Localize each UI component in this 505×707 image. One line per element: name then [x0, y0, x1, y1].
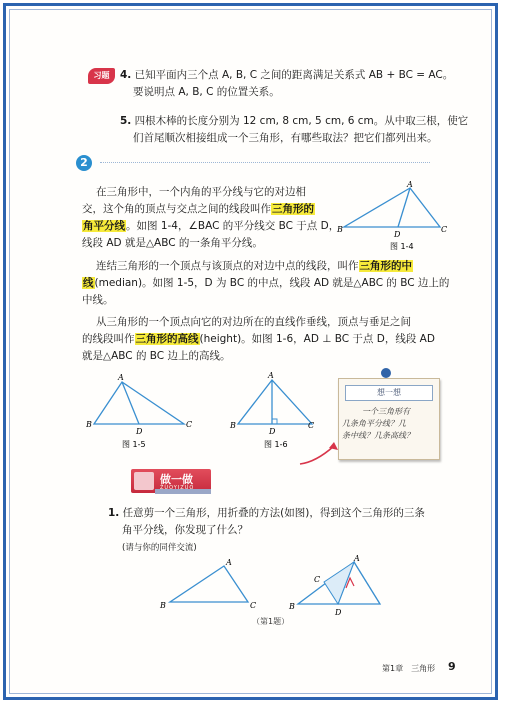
altitude-line-2: [82, 331, 435, 348]
exercise-5-number: 5.: [120, 115, 132, 127]
fig15-label-b: B: [86, 420, 92, 429]
q1-label-a: A: [226, 558, 232, 567]
fig16-triangle: [238, 380, 312, 424]
fig14-triangle: [344, 188, 440, 227]
altitude-line-3: 就是△ABC 的 BC 边上的高线。: [82, 350, 231, 362]
median-line-3: 中线。: [82, 294, 114, 306]
q1-triangle-figure: [156, 556, 266, 616]
altitude-line-2-text: 的线段叫作: [82, 333, 135, 345]
fig15-label-d: D: [136, 427, 143, 436]
bisector-line-2-text: 交，这个角的顶点与交点之间的线段叫作: [82, 203, 271, 215]
fig14-label-b: B: [337, 225, 343, 234]
activity-subtitle: ZUOYIZUO: [160, 485, 195, 491]
exercise-4-number: 4.: [120, 69, 132, 81]
bisector-term-highlight: 三角形的: [272, 203, 314, 215]
think-note-line-3: 条中线？几条高线？: [342, 431, 414, 440]
page-number: 9: [448, 660, 456, 673]
think-note-line-2: 几条角平分线？几: [342, 419, 406, 428]
fig15-caption: 图 1-5: [122, 440, 146, 449]
exercise-4-line-1: 已知平面内三个点 A, B, C 之间的距离满足关系式 AB + BC = AC。: [134, 69, 454, 81]
altitude-line-2-rest: (height)。如图 1-6，AD ⊥ BC 于点 D，线段 AD: [199, 333, 435, 345]
exercise-4: [120, 67, 453, 84]
think-note-title: 想一想: [345, 385, 433, 401]
median-line-1-text: 连结三角形的一个顶点与该顶点的对边中点的线段，叫作: [96, 260, 359, 272]
activity-q1-line-2: 角平分线，你发现了什么？: [122, 524, 248, 536]
fig16-right-angle-mark: [272, 419, 277, 424]
median-term-highlight: 三角形的中: [359, 260, 412, 272]
median-line-1: [96, 258, 413, 275]
bisector-line-4: 线段 AD 就是△ABC 的一条角平分线。: [82, 237, 263, 249]
fig16-caption: 图 1-6: [264, 440, 288, 449]
q1-label-b: B: [160, 601, 166, 610]
fig16-label-a: A: [268, 371, 274, 380]
median-term-highlight-2: 线: [83, 277, 94, 289]
q1-caption: （第1题）: [252, 617, 290, 626]
arrow-curve: [300, 446, 334, 464]
q1-folded-figure: [288, 552, 392, 622]
fig16-label-c: C: [308, 421, 315, 430]
fig14-label-c: C: [441, 225, 448, 234]
median-line-2: [82, 275, 449, 292]
q1-folded-label-c: C: [314, 575, 321, 584]
think-note-line-1: 一个三角形有: [362, 407, 410, 416]
bisector-line-1: 在三角形中，一个内角的平分线与它的对边相: [96, 186, 306, 198]
exercise-5-line-2: 们首尾顺次相接组成一个三角形，有哪些取法？把它们都列出来。: [133, 132, 438, 144]
q1-folded-label-d: D: [335, 608, 342, 617]
pin-icon: [381, 368, 391, 378]
fig15-label-a: A: [118, 373, 124, 382]
altitude-term-highlight: 三角形的高线: [135, 333, 199, 345]
figure-1-5: [86, 372, 198, 452]
q1-folded-label-b: B: [289, 602, 295, 611]
exercise-4-line-2: 要说明点 A, B, C 的位置关系。: [133, 86, 280, 98]
exercise-badge: 习题: [88, 68, 115, 84]
median-line-2-text: (median)。如图 1-5，D 为 BC 的中点，线段 AD 就是△ABC 的 BC 边上的: [94, 277, 450, 289]
bisector-line-3: [82, 218, 339, 235]
altitude-line-1: 从三角形的一个顶点向它的对边所在的直线作垂线，顶点与垂足之间: [96, 316, 411, 328]
fig16-label-b: B: [230, 421, 236, 430]
activity-q1-number: 1.: [108, 507, 120, 519]
q1-triangle: [170, 566, 248, 602]
exercise-5: [120, 113, 468, 130]
activity-title: 做一做: [160, 473, 193, 486]
bisector-line-2: [82, 201, 315, 218]
activity-q1: [108, 505, 425, 522]
fig15-label-c: C: [186, 420, 193, 429]
bisector-line-3-text: 。如图 1-4，∠BAC 的平分线交 BC 于点 D，: [126, 220, 340, 232]
fig15-triangle: [94, 382, 184, 424]
figure-1-4: [336, 180, 448, 252]
activity-q1-note: (请与你的同伴交流): [122, 543, 197, 553]
arrow-to-note: [296, 436, 342, 468]
fig14-caption: 图 1-4: [390, 242, 414, 251]
section-number: 2: [76, 155, 92, 171]
q1-folded-flap: [324, 562, 354, 604]
fig16-label-d: D: [269, 427, 276, 436]
fig14-label-a: A: [407, 180, 413, 189]
hands-icon: [134, 472, 154, 490]
q1-folded-label-a: A: [354, 554, 360, 563]
exercise-5-line-1: 四根木棒的长度分别为 12 cm, 8 cm, 5 cm, 6 cm。从中取三根，使它: [134, 115, 469, 127]
bisector-term-highlight-2: 角平分线: [83, 220, 125, 232]
footer-chapter: 第1章 三角形: [382, 664, 436, 673]
fig14-label-d: D: [394, 230, 401, 239]
activity-q1-line-1: 任意剪一个三角形，用折叠的方法(如图)，得到这个三角形的三条: [122, 507, 425, 519]
q1-label-c: C: [250, 601, 257, 610]
section-divider: [100, 162, 430, 163]
